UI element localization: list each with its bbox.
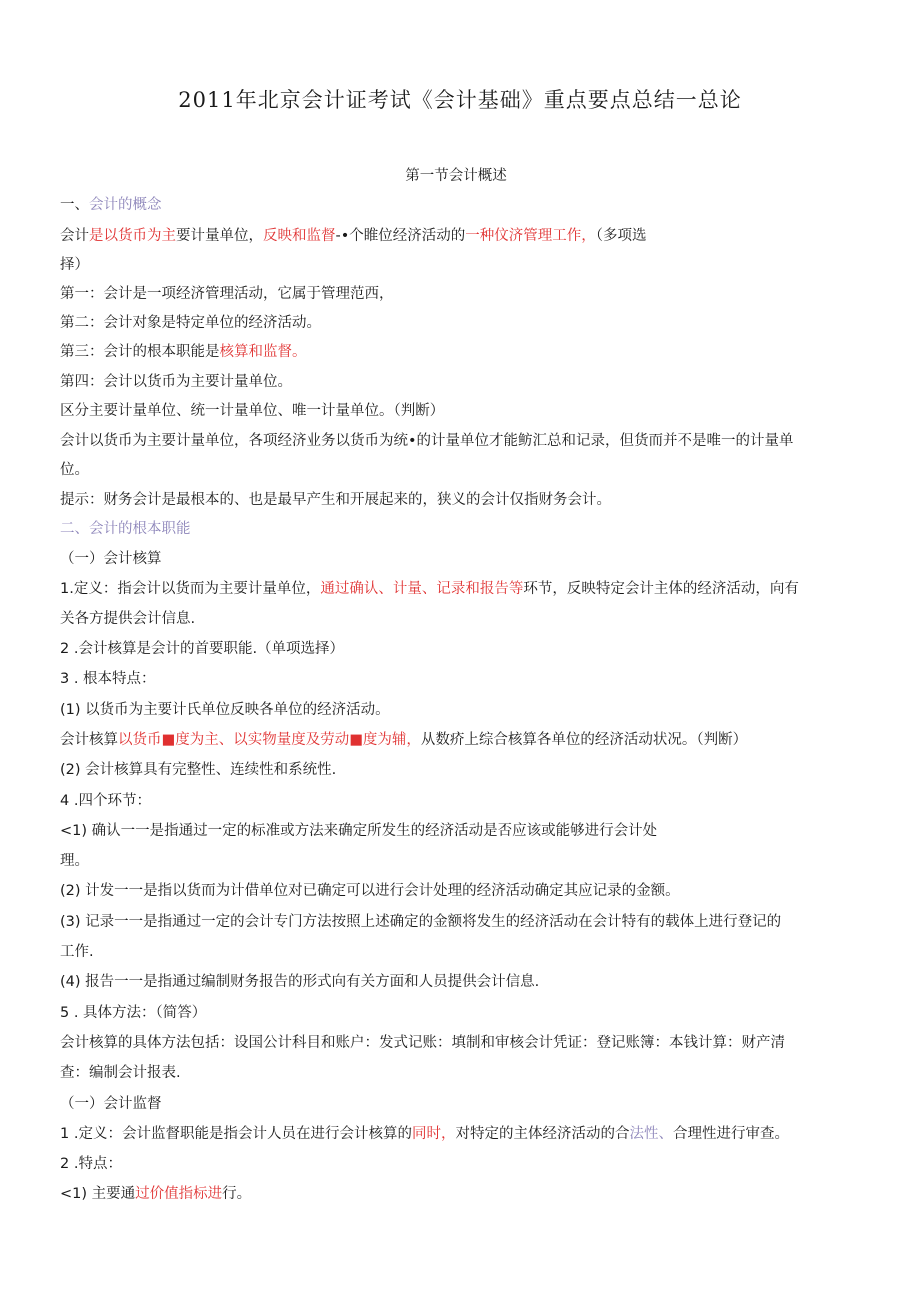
- text-segment: 理。: [60, 853, 89, 869]
- text-segment: (2) 计发一一是指以货而为计借单位对已确定可以进行会计处理的经济活动确定其应记录的金额。: [60, 883, 680, 899]
- highlighted-text: 过价值指标进: [135, 1186, 223, 1202]
- text-line: [60, 460, 89, 480]
- text-segment: 工作.: [60, 944, 94, 960]
- text-segment: (2) 会计核算具有完整性、连续性和系统性.: [60, 762, 337, 778]
- text-segment: 4 .四个环节：: [60, 793, 151, 809]
- text-segment: 一、: [60, 197, 89, 213]
- text-segment: (1) 以货币为主要计氏单位反映各单位的经济活动。: [60, 702, 390, 718]
- text-segment: 区分主要计量单位、统一计量单位、唯一计量单位。（判断）: [60, 403, 445, 419]
- text-segment: 行。: [222, 1186, 252, 1202]
- text-line: [60, 313, 321, 333]
- highlighted-text: 一种伩济管理工作，: [465, 228, 596, 244]
- section-heading: 第一节会计概述: [405, 168, 507, 184]
- text-segment: （一）会计监督: [60, 1096, 162, 1112]
- text-line: [60, 639, 344, 659]
- text-line: [60, 401, 444, 421]
- text-line: [60, 609, 195, 629]
- text-segment: 合理性进行审查。: [672, 1126, 789, 1142]
- highlighted-text: 通过确认、计量、记录和报告等: [320, 581, 524, 597]
- text-line: [60, 519, 191, 539]
- text-segment: 会计核算的具体方法包括：设国公计科目和账户：发式记账：填制和审核会计凭证：登记账簿：本钱计算：财产清: [60, 1035, 785, 1051]
- text-segment: 第二：会计对象是特定单位的经济活动。: [60, 315, 321, 331]
- text-line: [60, 226, 647, 246]
- text-segment: 会计核算: [60, 732, 118, 748]
- text-line: [60, 972, 539, 992]
- highlighted-text: 会计的概念: [89, 197, 162, 213]
- text-segment: 2 .特点：: [60, 1156, 122, 1172]
- text-line: [60, 1003, 206, 1023]
- text-segment: 会计: [60, 228, 89, 244]
- text-segment: 2 .会计核算是会计的首要职能.（单项选择）: [60, 641, 345, 657]
- text-segment: 会计以货币为主要计量单位，各项经济业务以货币为统•的计量单位才能鲂汇总和记录，但货而并不是唯一的计量单: [60, 433, 794, 449]
- text-segment: 5 . 具体方法：（简答）: [60, 1005, 207, 1021]
- text-segment: 从数疥上综合核算各单位的经济活动状况。（判断）: [420, 732, 748, 748]
- text-line: [60, 372, 292, 392]
- text-line: [60, 579, 799, 599]
- text-segment: -•个睢位经济活动的: [335, 228, 466, 244]
- highlighted-text: 二、会: [60, 521, 104, 537]
- text-segment: 位。: [60, 462, 89, 478]
- text-line: [60, 1033, 785, 1053]
- highlighted-text: 计的根本职能: [103, 521, 191, 537]
- text-segment: (4) 报告一一是指通过编制财务报告的形式向有关方面和人员提供会计信息.: [60, 974, 540, 990]
- text-segment: 要计量单位，: [176, 228, 263, 244]
- text-segment: 提示：财务会计是最根本的、也是最早产生和开展起来的，狭义的会计仅指财务会计。: [60, 492, 611, 508]
- text-segment: （多项选: [595, 228, 647, 244]
- text-line: [60, 195, 162, 215]
- text-line: [60, 1094, 162, 1114]
- text-segment: 择）: [60, 257, 89, 273]
- text-line: [60, 821, 657, 841]
- text-line: [60, 1154, 122, 1174]
- text-line: [60, 1124, 789, 1144]
- text-line: [60, 912, 781, 932]
- document-title: 2011年北京会计证考试《会计基础》重点要点总结一总论: [178, 88, 742, 112]
- text-line: [60, 284, 394, 304]
- highlighted-text: 反映和监督: [263, 228, 336, 244]
- text-line: [60, 490, 611, 510]
- text-segment: 查：编制会计报表.: [60, 1065, 181, 1081]
- text-line: [60, 1063, 181, 1083]
- text-line: [60, 1184, 251, 1204]
- text-segment: （一）会计核算: [60, 551, 162, 567]
- highlighted-text: 法性、: [629, 1126, 673, 1142]
- text-segment: <1) 主要通: [60, 1186, 136, 1202]
- text-segment: 第四：会计以货币为主要计量单位。: [60, 374, 292, 390]
- text-line: [60, 549, 162, 569]
- text-line: [60, 881, 680, 901]
- text-segment: <1) 确认一一是指通过一定的标准或方法来确定所发生的经济活动是否应该或能够进行会计处: [60, 823, 658, 839]
- text-line: [60, 669, 156, 689]
- text-line: [60, 700, 390, 720]
- text-segment: 1.定义：指会计以货而为主要计量单位，: [60, 581, 321, 597]
- text-segment: (3) 记录一一是指通过一定的会计专门方法按照上述确定的金额将发生的经济活动在会计特有的载体上进行登记的: [60, 914, 782, 930]
- highlighted-text: 以货币■度为主、以实物量度及劳动■度为辅，: [118, 732, 421, 748]
- text-segment: 3 . 根本特点：: [60, 671, 156, 687]
- text-line: [60, 342, 307, 362]
- text-segment: 关各方提供会计信息.: [60, 611, 196, 627]
- text-line: [60, 431, 794, 451]
- highlighted-text: 是以货币为主: [89, 228, 176, 244]
- text-line: [60, 942, 94, 962]
- text-line: [60, 791, 151, 811]
- text-segment: 对特定的主体经济活动的合: [455, 1126, 630, 1142]
- text-line: [60, 851, 89, 871]
- text-line: [60, 255, 89, 275]
- highlighted-text: 核算和监督。: [219, 344, 307, 360]
- text-segment: 环节，反映特定会计主体的经济活动，向有: [523, 581, 799, 597]
- text-segment: 第三：会计的根本职能是: [60, 344, 220, 360]
- text-segment: 第一：会计是一项经济管理活动，它属于管理范西，: [60, 286, 394, 302]
- text-line: [60, 730, 747, 750]
- text-segment: 1 .定义：会计监督职能是指会计人员在进行会计核算的: [60, 1126, 412, 1142]
- highlighted-text: 同时，: [411, 1126, 456, 1142]
- text-line: [60, 760, 336, 780]
